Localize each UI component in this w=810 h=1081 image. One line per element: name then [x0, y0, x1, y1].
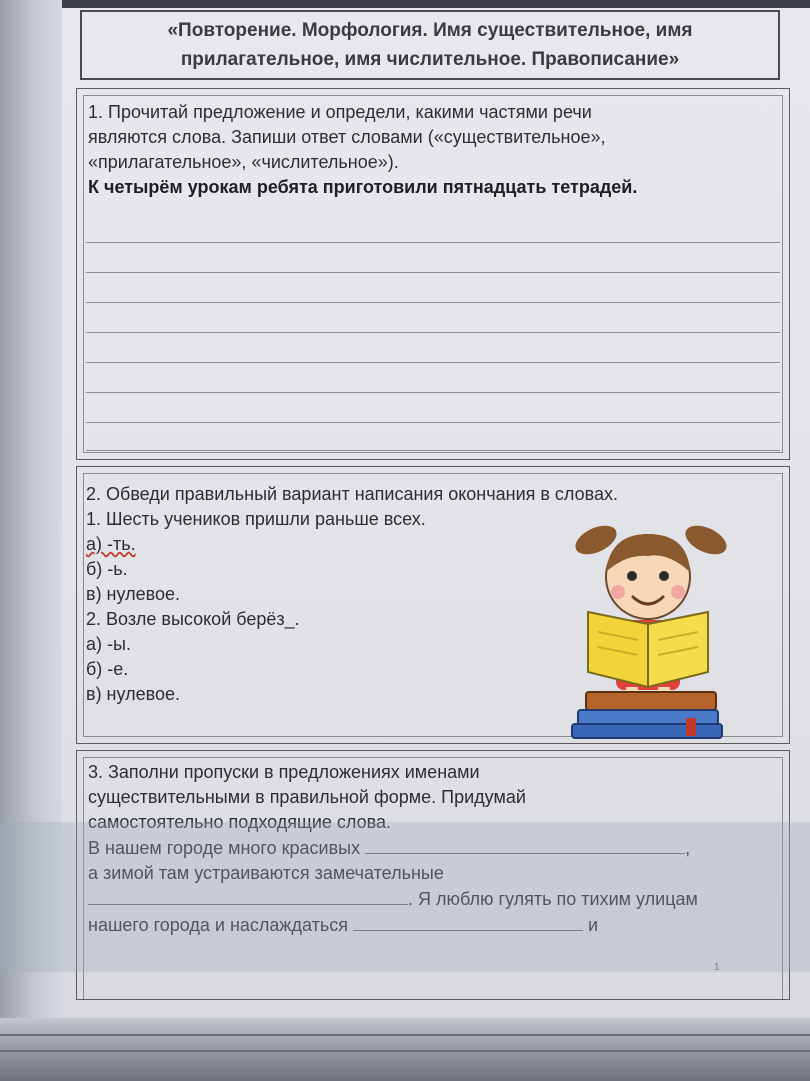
task2-q2-option-c[interactable]: в) нулевое.	[86, 684, 180, 704]
answer-line[interactable]	[86, 242, 780, 243]
bezel-edge	[0, 1034, 810, 1036]
screen-glare	[0, 822, 810, 972]
task1-line-2: являются слова. Запиши ответ словами («существительное»,	[88, 127, 606, 147]
task3-line-6-text: . Я люблю гулять по тихим улицам	[408, 889, 698, 909]
task1-sentence: К четырём урокам ребята приготовили пятнадцать тетрадей.	[88, 177, 638, 197]
task3-line-7-end: и	[588, 915, 599, 935]
girl-reading-illustration	[568, 512, 738, 742]
worksheet-title	[80, 10, 780, 80]
task1-text	[88, 100, 768, 200]
answer-line[interactable]	[86, 422, 780, 423]
task3-line-7-text: нашего города и наслаждаться	[88, 915, 348, 935]
task1-line-3: «прилагательное», «числительное»).	[88, 152, 399, 172]
title-line-2: прилагательное, имя числительное. Правописание»	[180, 49, 680, 70]
task2-q2-option-b[interactable]: б) -е.	[86, 659, 129, 679]
page-number: 1	[714, 962, 720, 973]
task1-line-1: 1. Прочитай предложение и определи, какими частями речи	[88, 102, 592, 122]
task3-line-4-end: ,	[685, 838, 691, 858]
task3-line-5: а зимой там устраиваются замечательные	[88, 863, 444, 883]
task3-line-3: самостоятельно подходящие слова.	[88, 812, 391, 832]
task2-q1-option-a[interactable]: а) -ть.	[86, 534, 136, 554]
task2-heading: 2. Обведи правильный вариант написания окончания в словах.	[86, 484, 619, 504]
task3-line-1: 3. Заполни пропуски в предложениях именами	[88, 762, 480, 782]
task2-question-1: 1. Шесть учеников пришли раньше всех.	[86, 509, 426, 529]
answer-line[interactable]	[86, 450, 780, 451]
answer-line[interactable]	[86, 302, 780, 303]
answer-line[interactable]	[86, 362, 780, 363]
title-line-1: «Повторение. Морфология. Имя существительное, имя	[167, 20, 693, 41]
task2-question-2: 2. Возле высокой берёз_.	[86, 609, 300, 629]
answer-line[interactable]	[86, 332, 780, 333]
answer-line[interactable]	[86, 392, 780, 393]
task3-line-2: существительными в правильной форме. Придумай	[88, 787, 526, 807]
task2-q1-option-c[interactable]: в) нулевое.	[86, 584, 180, 604]
task2-q1-option-b[interactable]: б) -ь.	[86, 559, 128, 579]
task3-line-4-text: В нашем городе много красивых	[88, 838, 361, 858]
answer-line[interactable]	[86, 272, 780, 273]
task2-q2-option-a[interactable]: а) -ы.	[86, 634, 131, 654]
bezel-edge	[0, 1050, 810, 1052]
